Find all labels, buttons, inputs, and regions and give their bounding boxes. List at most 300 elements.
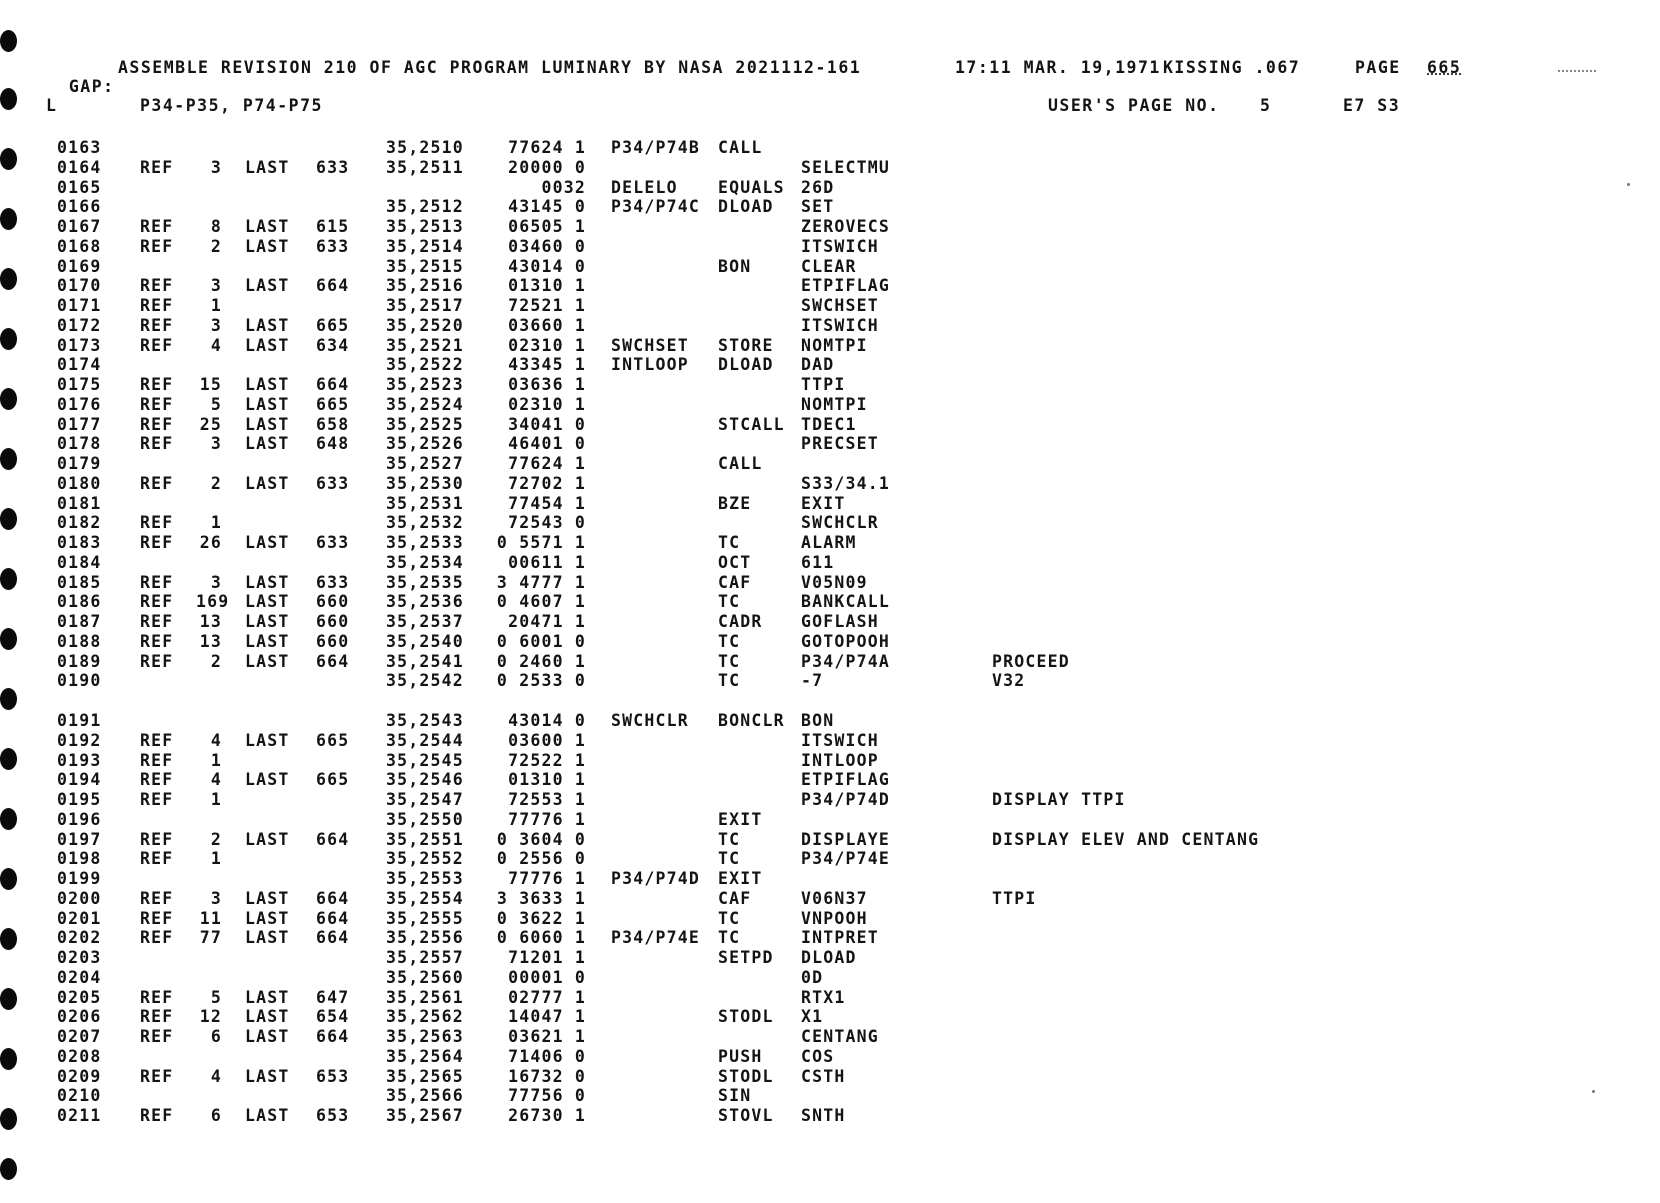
line-number: 0208 <box>57 1046 102 1066</box>
ref-marker: REF <box>140 829 174 849</box>
address: 35,2553 <box>386 869 464 888</box>
line-number: 0186 <box>57 592 102 612</box>
address: 35,2545 <box>386 750 464 770</box>
last-page: 665 <box>316 315 350 335</box>
last-page: 633 <box>316 236 350 256</box>
address: 35,2517 <box>386 296 464 315</box>
ref-count: 2 <box>210 829 222 849</box>
octal-word: 46401 0 <box>508 434 586 454</box>
operand: DAD <box>801 355 835 375</box>
last-marker: LAST <box>245 217 290 236</box>
opcode: TC <box>718 671 741 691</box>
octal-word: 43014 0 <box>508 711 586 730</box>
line-number: 0169 <box>57 256 102 276</box>
address: 35,2561 <box>386 987 464 1007</box>
listing-row <box>0 731 1660 751</box>
operand: P34/P74D <box>801 790 891 809</box>
last-page: 664 <box>316 928 350 948</box>
octal-word: 02310 1 <box>508 394 586 414</box>
ref-marker: REF <box>140 631 174 651</box>
last-page: 615 <box>316 217 350 236</box>
operand: DLOAD <box>801 948 857 967</box>
line-number: 0164 <box>57 157 102 177</box>
octal-word: 00001 0 <box>508 967 586 987</box>
ref-marker: REF <box>140 296 174 315</box>
ref-count: 3 <box>210 434 222 454</box>
octal-word: 71201 1 <box>508 948 586 967</box>
address: 35,2510 <box>386 138 464 157</box>
ref-marker: REF <box>140 928 174 948</box>
line-number: 0204 <box>57 967 102 987</box>
line-number: 0172 <box>57 315 102 335</box>
operand: EXIT <box>801 493 846 513</box>
octal-word: 03660 1 <box>508 315 586 335</box>
operand: P34/P74A <box>801 651 891 671</box>
octal-word: 34041 0 <box>508 414 586 434</box>
line-number: 0189 <box>57 651 102 671</box>
ref-count: 3 <box>210 157 222 177</box>
line-number: 0202 <box>57 928 102 948</box>
last-page: 653 <box>316 1066 350 1086</box>
ref-count: 26 <box>199 533 222 552</box>
opcode: OCT <box>718 552 752 572</box>
listing-row <box>0 790 1660 810</box>
address: 35,2552 <box>386 849 464 869</box>
opcode: STORE <box>718 335 774 355</box>
last-marker: LAST <box>245 335 290 355</box>
line-number: 0195 <box>57 790 102 809</box>
comment: TTPI <box>992 888 1037 908</box>
line-number: 0178 <box>57 434 102 454</box>
address: 35,2551 <box>386 829 464 849</box>
opcode: TC <box>718 928 741 948</box>
octal-word: 0 4607 1 <box>496 592 586 612</box>
last-page: 634 <box>316 335 350 355</box>
ref-marker: REF <box>140 770 174 790</box>
listing-row <box>0 395 1660 415</box>
last-page: 633 <box>316 473 350 493</box>
address: 35,2514 <box>386 236 464 256</box>
address: 35,2540 <box>386 631 464 651</box>
line-number: 0188 <box>57 631 102 651</box>
listing-row <box>0 454 1660 474</box>
operand: P34/P74E <box>801 849 891 869</box>
address: 35,2523 <box>386 375 464 394</box>
ref-marker: REF <box>140 276 174 296</box>
listing-row <box>0 711 1660 731</box>
line-number: 0185 <box>57 572 102 592</box>
line-number: 0211 <box>57 1106 102 1125</box>
operand: VNPOOH <box>801 908 868 928</box>
listing-row <box>0 928 1660 948</box>
last-page: 664 <box>316 1027 350 1046</box>
ref-count: 3 <box>210 315 222 335</box>
address: 35,2564 <box>386 1046 464 1066</box>
ref-marker: REF <box>140 157 174 177</box>
octal-word: 20471 1 <box>508 612 586 631</box>
octal-word: 0 3604 0 <box>496 829 586 849</box>
ref-count: 8 <box>210 217 222 236</box>
opcode: PUSH <box>718 1046 763 1066</box>
ref-marker: REF <box>140 1007 174 1027</box>
address: 35,2515 <box>386 256 464 276</box>
octal-word: 03621 1 <box>508 1027 586 1046</box>
operand: CSTH <box>801 1066 846 1086</box>
opcode: CADR <box>718 612 763 631</box>
opcode: CALL <box>718 138 763 157</box>
operand: SET <box>801 197 835 217</box>
line-number: 0170 <box>57 276 102 296</box>
opcode: CAF <box>718 572 752 592</box>
octal-word: 02310 1 <box>508 335 586 355</box>
page-number: 665 <box>1427 58 1462 77</box>
last-marker: LAST <box>245 908 290 928</box>
line-number: 0179 <box>57 454 102 473</box>
address: 35,2533 <box>386 533 464 552</box>
ref-marker: REF <box>140 592 174 612</box>
octal-word: 16732 0 <box>508 1066 586 1086</box>
operand: NOMTPI <box>801 335 868 355</box>
operand: GOFLASH <box>801 612 879 631</box>
listing-row <box>0 948 1660 968</box>
last-page: 664 <box>316 888 350 908</box>
last-marker: LAST <box>245 592 290 612</box>
octal-word: 06505 1 <box>508 217 586 236</box>
last-marker: LAST <box>245 1106 290 1125</box>
last-marker: LAST <box>245 236 290 256</box>
listing-row <box>0 751 1660 771</box>
address: 35,2531 <box>386 493 464 513</box>
label: SWCHCLR <box>611 711 689 730</box>
listing-row <box>0 988 1660 1008</box>
feed-hole <box>0 30 17 52</box>
last-marker: LAST <box>245 1027 290 1046</box>
listing-row <box>0 474 1660 494</box>
address: 35,2525 <box>386 414 464 434</box>
address: 35,2560 <box>386 967 464 987</box>
ref-count: 3 <box>210 888 222 908</box>
feed-hole <box>0 88 17 110</box>
ref-marker: REF <box>140 1027 174 1046</box>
octal-word: 43014 0 <box>508 256 586 276</box>
listing-row <box>0 513 1660 533</box>
ref-count: 2 <box>210 236 222 256</box>
users-page-label: USER'S PAGE NO. <box>1048 96 1220 115</box>
listing-row <box>0 671 1660 691</box>
line-number: 0183 <box>57 533 102 552</box>
last-marker: LAST <box>245 888 290 908</box>
line-number: 0181 <box>57 493 102 513</box>
operand: X1 <box>801 1007 824 1027</box>
line-number: 0163 <box>57 138 102 157</box>
listing-row <box>0 810 1660 830</box>
address: 35,2532 <box>386 513 464 533</box>
address: 35,2527 <box>386 454 464 473</box>
octal-word: 72553 1 <box>508 790 586 809</box>
operand: ITSWICH <box>801 315 879 335</box>
operand: V06N37 <box>801 888 868 908</box>
listing-row <box>0 1106 1660 1126</box>
listing-row <box>0 869 1660 889</box>
opcode: TC <box>718 829 741 849</box>
last-page: 660 <box>316 612 350 631</box>
ref-count: 4 <box>210 730 222 750</box>
octal-word: 3 4777 1 <box>496 572 586 592</box>
users-page-number: 5 <box>1260 96 1272 115</box>
ref-count: 4 <box>210 770 222 790</box>
ref-count: 2 <box>210 473 222 493</box>
comment: DISPLAY TTPI <box>992 790 1126 809</box>
assembly-datetime: 17:11 MAR. 19,1971 <box>955 58 1161 77</box>
operand: CLEAR <box>801 256 857 276</box>
line-number: 0165 <box>57 177 102 197</box>
page-label: PAGE <box>1355 58 1401 77</box>
ref-marker: REF <box>140 1066 174 1086</box>
ref-marker: REF <box>140 612 174 631</box>
listing-row <box>0 355 1660 375</box>
listing-row <box>0 830 1660 850</box>
octal-word: 0 6001 0 <box>496 631 586 651</box>
line-number: 0191 <box>57 711 102 730</box>
last-marker: LAST <box>245 770 290 790</box>
last-marker: LAST <box>245 434 290 454</box>
operand: 611 <box>801 552 835 572</box>
last-page: 664 <box>316 651 350 671</box>
ref-count: 25 <box>199 414 222 434</box>
last-marker: LAST <box>245 612 290 631</box>
address: 35,2547 <box>386 790 464 809</box>
last-marker: LAST <box>245 572 290 592</box>
line-number: 0190 <box>57 671 102 691</box>
last-page: 653 <box>316 1106 350 1125</box>
opcode: BZE <box>718 493 752 513</box>
address: 35,2516 <box>386 276 464 296</box>
octal-word: 01310 1 <box>508 770 586 790</box>
operand: ZEROVECS <box>801 217 891 236</box>
octal-word: 0032 <box>541 177 586 197</box>
line-number: 0168 <box>57 236 102 256</box>
ref-count: 1 <box>210 849 222 869</box>
operand: RTX1 <box>801 987 846 1007</box>
operand: GOTOPOOH <box>801 631 891 651</box>
address: 35,2513 <box>386 217 464 236</box>
operand: SELECTMU <box>801 157 891 177</box>
operand: PRECSET <box>801 434 879 454</box>
last-page: 647 <box>316 987 350 1007</box>
assembly-user: KISSING .067 <box>1163 58 1301 77</box>
octal-word: 72702 1 <box>508 473 586 493</box>
feed-hole <box>0 1158 17 1180</box>
line-number: 0184 <box>57 552 102 572</box>
line-number: 0171 <box>57 296 102 315</box>
listing-row <box>0 1067 1660 1087</box>
octal-word: 77756 0 <box>508 1086 586 1106</box>
listing-row <box>0 849 1660 869</box>
last-page: 658 <box>316 414 350 434</box>
label: P34/P74B <box>611 138 701 157</box>
line-number: 0198 <box>57 849 102 869</box>
listing-row <box>0 553 1660 573</box>
ref-count: 1 <box>210 750 222 770</box>
ref-marker: REF <box>140 572 174 592</box>
ref-count: 6 <box>210 1027 222 1046</box>
address: 35,2535 <box>386 572 464 592</box>
line-number: 0167 <box>57 217 102 236</box>
ref-marker: REF <box>140 473 174 493</box>
address: 35,2534 <box>386 552 464 572</box>
subheader-marker: L <box>46 96 58 115</box>
last-page: 664 <box>316 829 350 849</box>
last-marker: LAST <box>245 651 290 671</box>
ref-count: 13 <box>199 631 222 651</box>
opcode: SIN <box>718 1086 752 1106</box>
listing-row <box>0 434 1660 454</box>
operand: INTPRET <box>801 928 879 948</box>
listing-row <box>0 237 1660 257</box>
ref-count: 3 <box>210 276 222 296</box>
listing-row <box>0 217 1660 237</box>
listing-row <box>0 336 1660 356</box>
address: 35,2565 <box>386 1066 464 1086</box>
opcode: TC <box>718 651 741 671</box>
listing-row <box>0 1086 1660 1106</box>
octal-word: 72521 1 <box>508 296 586 315</box>
address: 35,2526 <box>386 434 464 454</box>
octal-word: 77454 1 <box>508 493 586 513</box>
margin-mark <box>1558 70 1596 75</box>
address: 35,2524 <box>386 394 464 414</box>
line-number: 0175 <box>57 375 102 394</box>
octal-word: 3 3633 1 <box>496 888 586 908</box>
program-title: ASSEMBLE REVISION 210 OF AGC PROGRAM LUMINARY BY NASA 2021112-161 <box>118 58 862 77</box>
ref-marker: REF <box>140 908 174 928</box>
line-number: 0174 <box>57 355 102 375</box>
page-header <box>46 58 115 96</box>
last-page: 664 <box>316 375 350 394</box>
line-number: 0193 <box>57 750 102 770</box>
ref-marker: REF <box>140 750 174 770</box>
listing-row <box>0 197 1660 217</box>
ref-count: 1 <box>210 513 222 533</box>
ref-marker: REF <box>140 236 174 256</box>
section-title: P34-P35, P74-P75 <box>140 96 323 115</box>
address: 35,2520 <box>386 315 464 335</box>
listing-row <box>0 316 1660 336</box>
operand: BANKCALL <box>801 592 891 612</box>
ref-marker: REF <box>140 434 174 454</box>
last-marker: LAST <box>245 157 290 177</box>
octal-word: 43345 1 <box>508 355 586 375</box>
operand: ITSWICH <box>801 730 879 750</box>
address: 35,2537 <box>386 612 464 631</box>
address: 35,2562 <box>386 1007 464 1027</box>
last-page: 664 <box>316 276 350 296</box>
line-number: 0207 <box>57 1027 102 1046</box>
ref-marker: REF <box>140 849 174 869</box>
octal-word: 77776 1 <box>508 809 586 829</box>
operand: V05N09 <box>801 572 868 592</box>
opcode: BON <box>718 256 752 276</box>
last-page: 633 <box>316 572 350 592</box>
line-number: 0210 <box>57 1086 102 1106</box>
comment: DISPLAY ELEV AND CENTANG <box>992 829 1260 849</box>
octal-word: 72522 1 <box>508 750 586 770</box>
address: 35,2546 <box>386 770 464 790</box>
opcode: SETPD <box>718 948 774 967</box>
listing-row <box>0 138 1660 158</box>
octal-word: 0 2533 0 <box>496 671 586 691</box>
listing-row <box>0 573 1660 593</box>
address: 35,2530 <box>386 473 464 493</box>
octal-word: 43145 0 <box>508 197 586 217</box>
address: 35,2563 <box>386 1027 464 1046</box>
line-number: 0194 <box>57 770 102 790</box>
label: SWCHSET <box>611 335 689 355</box>
listing-row <box>0 592 1660 612</box>
listing-row <box>0 652 1660 672</box>
octal-word: 77624 1 <box>508 138 586 157</box>
last-marker: LAST <box>245 414 290 434</box>
line-number: 0199 <box>57 869 102 888</box>
address: 35,2555 <box>386 908 464 928</box>
last-marker: LAST <box>245 315 290 335</box>
last-page: 660 <box>316 631 350 651</box>
operand: ETPIFLAG <box>801 276 891 296</box>
ref-marker: REF <box>140 730 174 750</box>
last-marker: LAST <box>245 533 290 552</box>
listing-row <box>0 909 1660 929</box>
opcode: EXIT <box>718 869 763 888</box>
octal-word: 0 6060 1 <box>496 928 586 948</box>
feed-hole <box>0 688 17 710</box>
opcode: STODL <box>718 1007 774 1027</box>
ref-count: 1 <box>210 296 222 315</box>
ref-count: 13 <box>199 612 222 631</box>
last-page: 664 <box>316 908 350 928</box>
ref-count: 5 <box>210 987 222 1007</box>
listing-row <box>0 158 1660 178</box>
octal-word: 20000 0 <box>508 157 586 177</box>
address: 35,2556 <box>386 928 464 948</box>
ref-count: 4 <box>210 1066 222 1086</box>
ref-count: 3 <box>210 572 222 592</box>
opcode: STODL <box>718 1066 774 1086</box>
ref-count: 5 <box>210 394 222 414</box>
line-number: 0209 <box>57 1066 102 1086</box>
operand: -7 <box>801 671 824 691</box>
line-number: 0180 <box>57 473 102 493</box>
listing-row <box>0 968 1660 988</box>
address: 35,2557 <box>386 948 464 967</box>
octal-word: 26730 1 <box>508 1106 586 1125</box>
ref-marker: REF <box>140 987 174 1007</box>
opcode: STCALL <box>718 414 785 434</box>
last-page: 665 <box>316 730 350 750</box>
opcode: DLOAD <box>718 355 774 375</box>
listing-row <box>0 612 1660 632</box>
listing-row <box>0 375 1660 395</box>
label: P34/P74D <box>611 869 701 888</box>
last-marker: LAST <box>245 1066 290 1086</box>
operand: ITSWICH <box>801 236 879 256</box>
address: 35,2512 <box>386 197 464 217</box>
octal-word: 03460 0 <box>508 236 586 256</box>
operand: S33/34.1 <box>801 473 891 493</box>
line-number: 0201 <box>57 908 102 928</box>
listing-row <box>0 296 1660 316</box>
last-page: 665 <box>316 394 350 414</box>
opcode: DLOAD <box>718 197 774 217</box>
